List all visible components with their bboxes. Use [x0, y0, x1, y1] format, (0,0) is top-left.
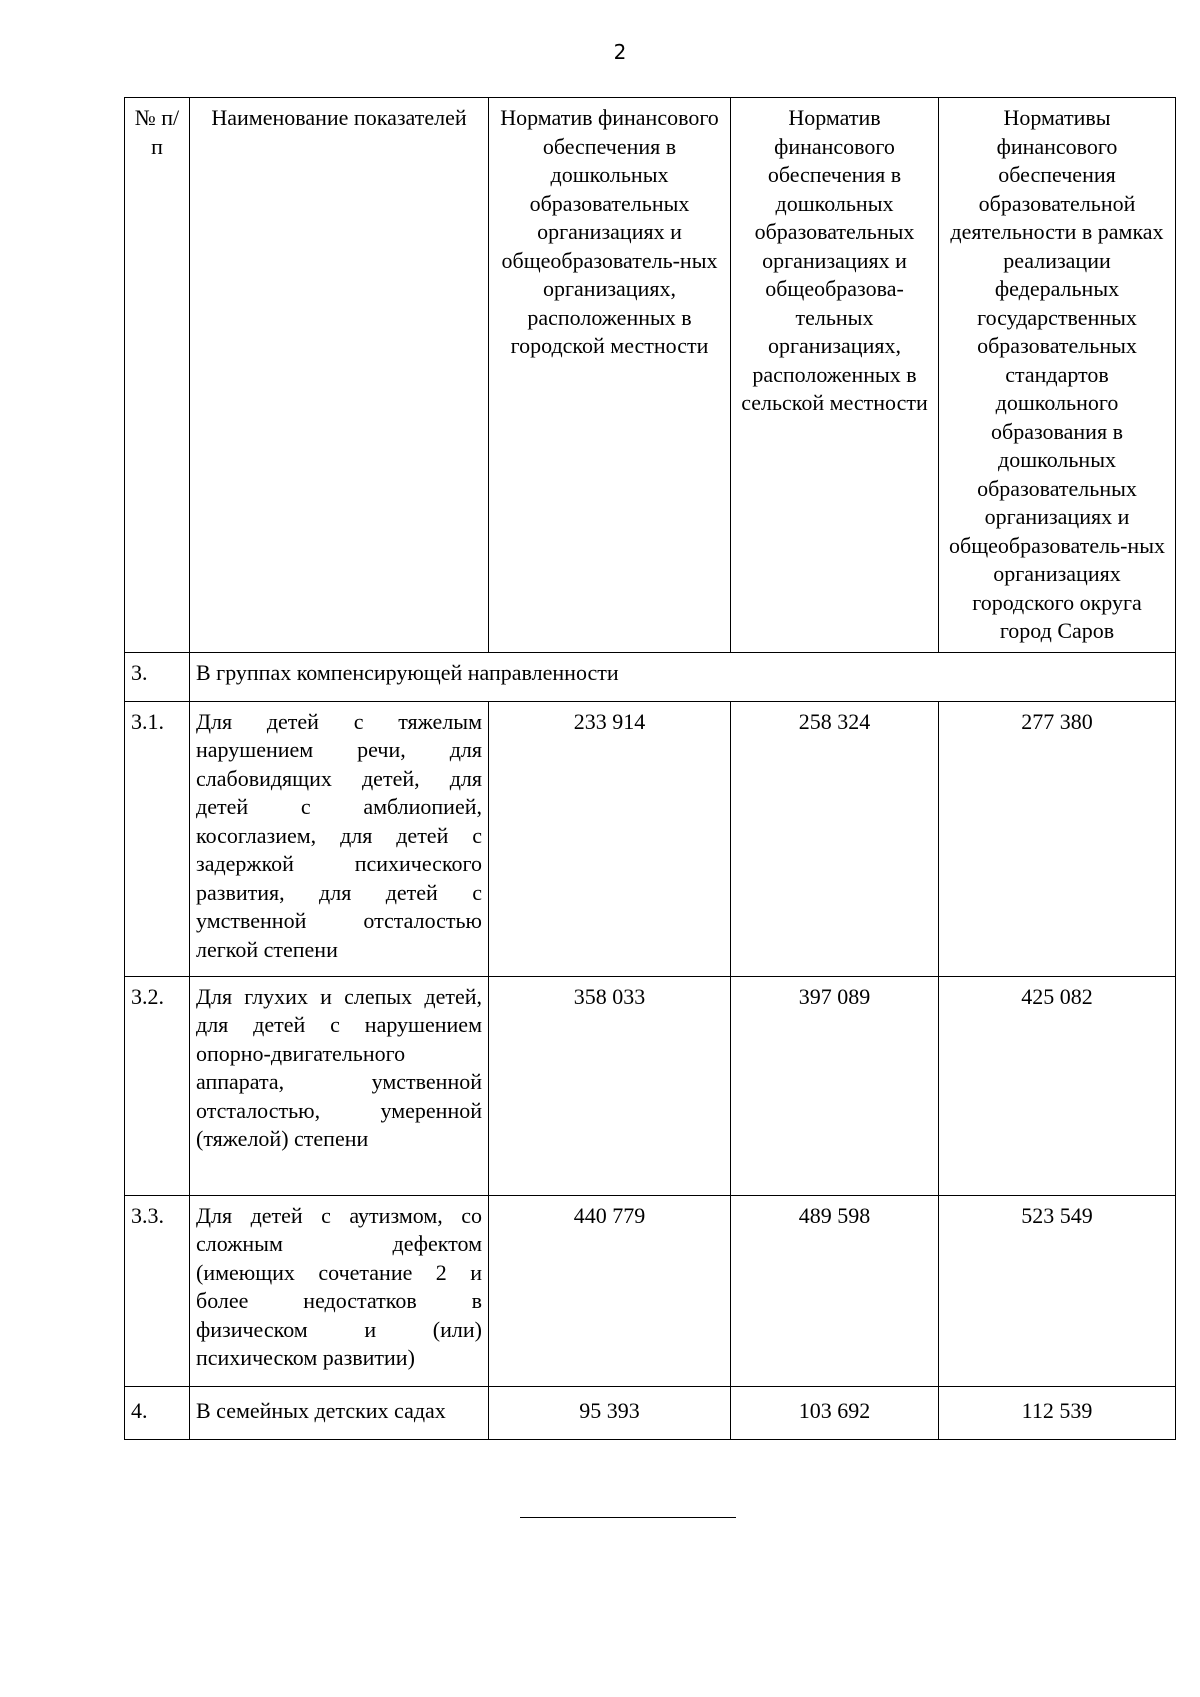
row-urban-value: 233 914: [489, 701, 731, 976]
row-indicator-name: В семейных детских садах: [190, 1386, 489, 1439]
row-number: 4.: [125, 1386, 190, 1439]
table-row-section: [125, 652, 1176, 701]
funding-norms-table: [124, 97, 1176, 1440]
row-fgos-value: 425 082: [939, 976, 1176, 1195]
table-row: [125, 1195, 1176, 1386]
page-number: 2: [613, 40, 627, 64]
row-rural-value: 103 692: [731, 1386, 939, 1439]
header-urban-norm: Норматив финансового обеспечения в дошкольных образовательных организациях и общеобразователь-ных организациях, расположенных в городской местности: [489, 98, 731, 653]
row-urban-value: 440 779: [489, 1195, 731, 1386]
row-rural-value: 258 324: [731, 701, 939, 976]
row-fgos-value: 277 380: [939, 701, 1176, 976]
table-row: [125, 976, 1176, 1195]
header-fgos-norm: Нормативы финансового обеспечения образовательной деятельности в рамках реализации федеральных государственных образовательных стандартов дошкольного образования в дошкольных образовательных организациях и общеобразователь-ных организациях городского округа город Саров: [939, 98, 1176, 653]
row-rural-value: 397 089: [731, 976, 939, 1195]
header-number: № п/п: [125, 98, 190, 653]
table-row: [125, 1386, 1176, 1439]
header-rural-norm: Норматив финансового обеспечения в дошкольных образовательных организациях и общеобразова-тельных организациях, расположенных в сельской местности: [731, 98, 939, 653]
row-number: 3.: [125, 652, 190, 701]
row-number: 3.2.: [125, 976, 190, 1195]
row-rural-value: 489 598: [731, 1195, 939, 1386]
row-fgos-value: 523 549: [939, 1195, 1176, 1386]
row-indicator-name: Для детей с тяжелым нарушением речи, для слабовидящих детей, для детей с амблиопией, косоглазием, для детей с задержкой психического развития, для детей с умственной отсталостью легкой степени: [190, 701, 489, 976]
row-indicator-name: Для детей с аутизмом, со сложным дефектом (имеющих сочетание 2 и более недостатков в физическом и (или) психическом развитии): [190, 1195, 489, 1386]
header-indicator-name: Наименование показателей: [190, 98, 489, 653]
row-fgos-value: 112 539: [939, 1386, 1176, 1439]
table-row: [125, 701, 1176, 976]
row-indicator-name: Для глухих и слепых детей, для детей с нарушением опорно-двигательного аппарата, умственной отсталостью, умеренной (тяжелой) степени: [190, 976, 489, 1195]
row-number: 3.1.: [125, 701, 190, 976]
end-of-document-rule: [520, 1517, 736, 1518]
row-number: 3.3.: [125, 1195, 190, 1386]
table-header-row: [125, 98, 1176, 653]
section-title: В группах компенсирующей направленности: [190, 652, 1176, 701]
row-urban-value: 95 393: [489, 1386, 731, 1439]
row-urban-value: 358 033: [489, 976, 731, 1195]
